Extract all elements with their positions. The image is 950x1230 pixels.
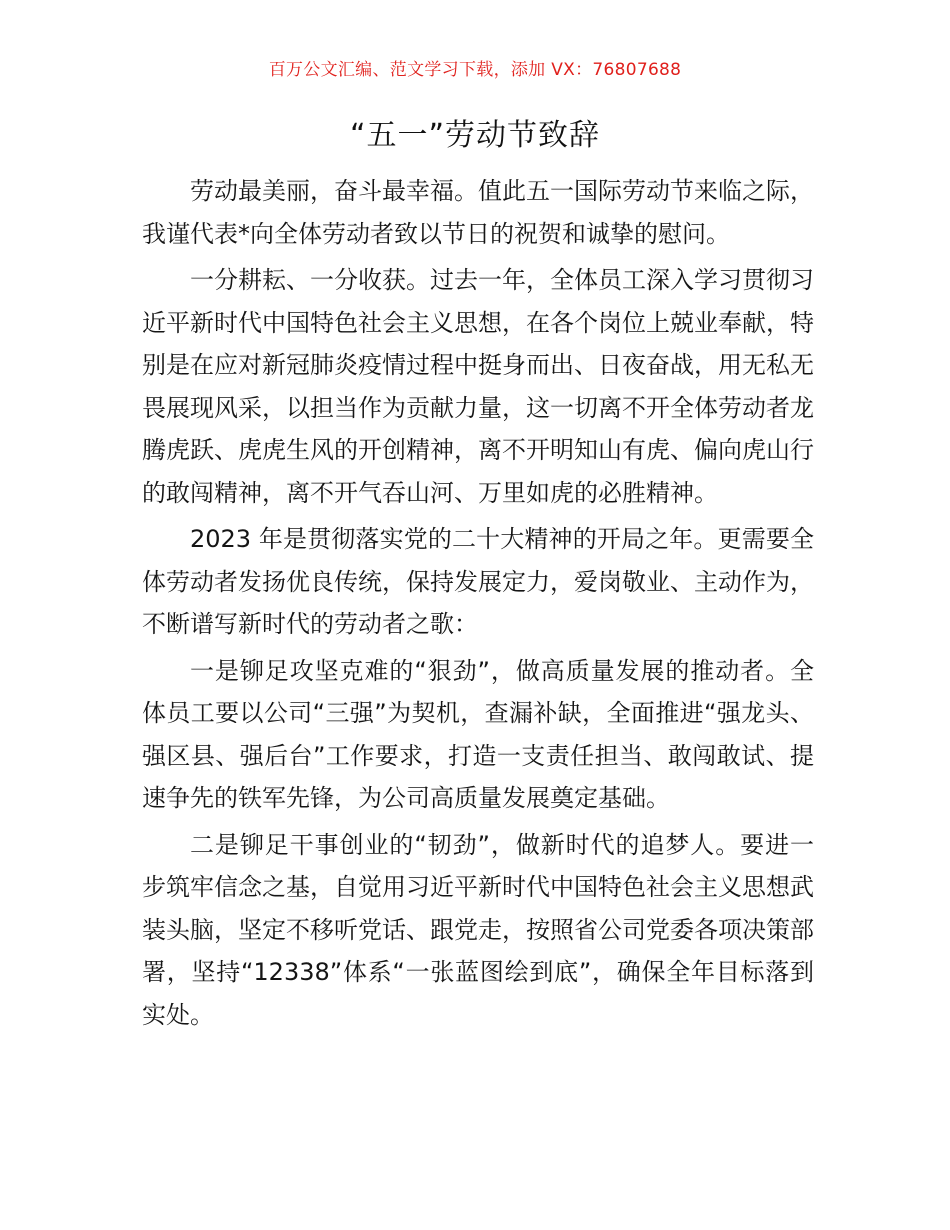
document-body bbox=[142, 170, 814, 1036]
header-watermark-text: 百万公文汇编、范文学习下载，添加 VX：76807688 bbox=[268, 60, 682, 80]
paragraph-point-two: 二是铆足干事创业的“韧劲”，做新时代的追梦人。要进一步筑牢信念之基，自觉用习近平新时代中国特色社会主义思想武装头脑，坚定不移听党话、跟党走，按照省公司党委各项决策部署，坚持“12338”体系“一张蓝图绘到底”，确保全年目标落到实处。 bbox=[142, 830, 814, 1029]
paragraph-greeting: 劳动最美丽，奋斗最幸福。值此五一国际劳动节来临之际，我谨代表*向全体劳动者致以节日的祝贺和诚挚的慰问。 bbox=[142, 177, 814, 248]
paragraph-2023: 2023 年是贯彻落实党的二十大精神的开局之年。更需要全体劳动者发扬优良传统，保持发展定力，爱岗敬业、主动作为，不断谱写新时代的劳动者之歌： bbox=[142, 525, 814, 638]
paragraph-review: 一分耕耘、一分收获。过去一年，全体员工深入学习贯彻习近平新时代中国特色社会主义思想，在各个岗位上兢业奉献，特别是在应对新冠肺炎疫情过程中挺身而出、日夜奋战，用无私无畏展现风采，以担当作为贡献力量，这一切离不开全体劳动者龙腾虎跃、虎虎生风的开创精神，离不开明知山有虎、偏向虎山行的敢闯精神，离不开气吞山河、万里如虎的必胜精神。 bbox=[142, 266, 814, 507]
paragraph-point-one: 一是铆足攻坚克难的“狠劲”，做高质量发展的推动者。全体员工要以公司“三强”为契机，查漏补缺，全面推进“强龙头、强区县、强后台”工作要求，打造一支责任担当、敢闯敢试、提速争先的铁军先锋，为公司高质量发展奠定基础。 bbox=[142, 656, 814, 812]
document-title: “五一”劳动节致辞 bbox=[349, 118, 601, 153]
